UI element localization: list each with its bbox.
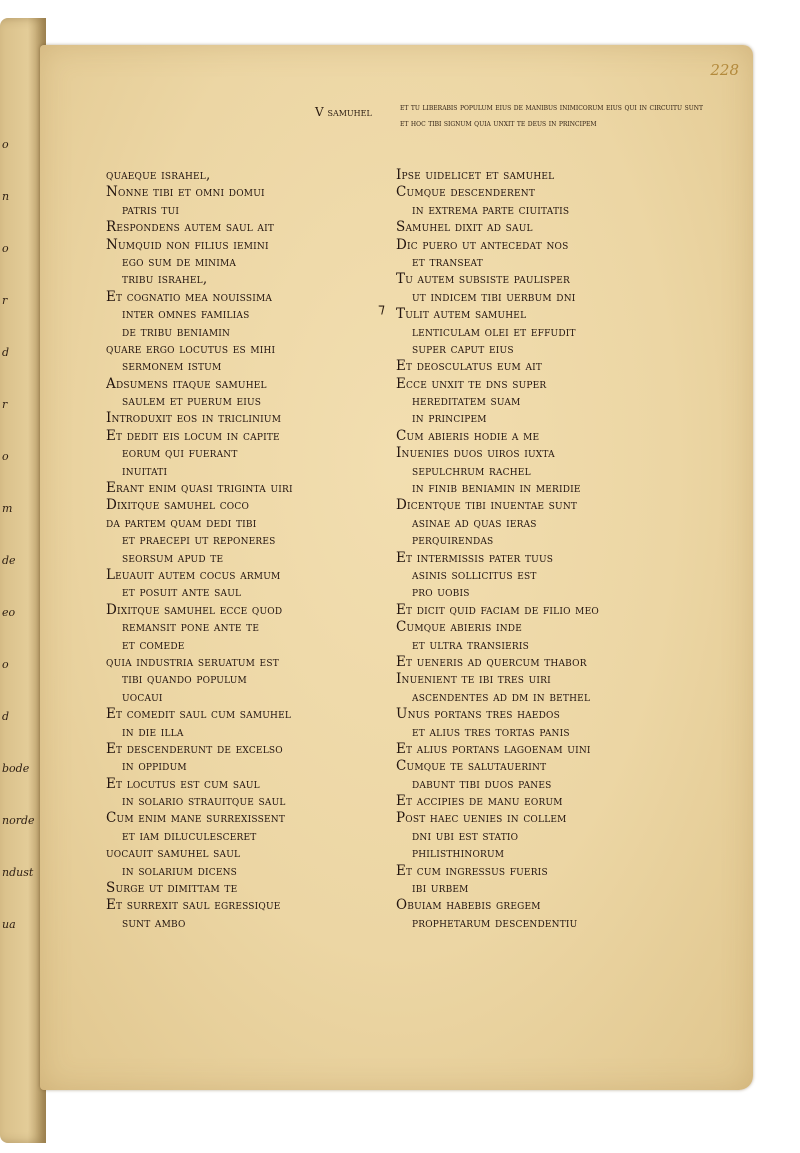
text-line: Et dicit quid faciam de filio meo [396,601,599,618]
facing-page-fragment: o [2,138,9,151]
text-line: Cum enim mane surrexissent [106,810,286,827]
text-line: Et ueneris ad quercum thabor [396,653,587,670]
text-line: de tribu beniamin [122,323,231,340]
text-line: asinis sollicitus est [412,566,537,583]
text-line: lenticulam olei et effudit [412,323,576,340]
text-line: et alius tres tortas panis [412,723,570,740]
text-line: hereditatem suam [412,393,521,410]
facing-page-fragment: de [2,554,16,567]
text-line: Introduxit eos in triclinium [106,410,282,427]
text-line: ascendentes ad dm in bethel [412,688,591,705]
text-line: Et cognatio mea nouissima [106,288,273,305]
text-line: da partem quam dedi tibi [106,514,257,531]
text-line: Dic puero ut antecedat nos [396,236,569,253]
header-gloss-line-1: et tu liberabis populum eius de manibus inimicorum eius qui in circuitu sunt [400,103,704,112]
text-line: in solario strauitque saul [122,793,286,810]
text-line: sepulchrum rachel [412,462,531,479]
header-gloss-line-2: et hoc tibi signum quia unxit te deus in principem [400,119,597,128]
facing-page-fragment: eo [2,606,16,619]
text-line: et posuit ante saul [122,584,242,601]
text-line: inter omnes familias [122,306,250,323]
facing-page-fragment: ndust [2,866,34,879]
text-line: Inuenient te ibi tres uiri [396,671,551,688]
text-line: et comede [122,636,185,653]
text-line: Et deosculatus eum ait [396,358,543,375]
facing-page-fragment: norde [2,814,35,827]
text-line: patris tui [122,201,180,218]
facing-page-fragment: o [2,242,9,255]
marginal-mark: ⁊ [378,301,385,317]
facing-page-fragment: r [2,294,8,307]
text-line: Cumque abieris inde [396,619,522,636]
text-line: Cumque descenderent [396,184,536,201]
text-line: dabunt tibi duos panes [412,775,552,792]
text-line: ibi urbem [412,880,469,897]
folio-number: 228 [710,61,739,79]
text-line: Respondens autem saul ait [106,219,275,236]
text-line: super caput eius [412,340,514,357]
text-line: Post haec uenies in collem [396,810,567,827]
text-line: inuitati [122,462,168,479]
text-line: philisthinorum [412,845,505,862]
text-line: Tu autem subsiste paulisper [396,271,570,288]
text-line: Erant enim quasi triginta uiri [106,480,293,497]
text-line: et iam diluculesceret [122,827,257,844]
text-line: Cum abieris hodie a me [396,427,540,444]
text-line: Et comedit saul cum samuhel [106,706,292,723]
facing-page-fragment: n [2,190,10,203]
text-line: Et dedit eis locum in capite [106,427,280,444]
text-line: prophetarum descendentiu [412,914,578,931]
text-line: tribu israhel, [122,271,208,288]
facing-page-fragment: bode [2,762,30,775]
text-line: in die illa [122,723,184,740]
text-line: Dixitque samuhel coco [106,497,250,514]
text-line: Nonne tibi et omni domui [106,184,265,201]
text-line: Numquid non filius iemini [106,236,269,253]
text-line: Et descenderunt de excelso [106,740,283,757]
facing-page-fragment: d [2,346,10,359]
manuscript-page [40,45,753,1090]
text-line: quia industria seruatum est [106,653,279,670]
text-line: Unus portans tres haedos [396,706,560,723]
facing-page-fragment: m [2,502,13,515]
text-line: Dixitque samuhel ecce quod [106,601,283,618]
text-line: Ipse uidelicet et samuhel [396,167,555,183]
text-line: Samuhel dixit ad saul [396,219,533,236]
facing-page-fragment: o [2,658,9,671]
text-line: et praecepi ut reponeres [122,532,276,549]
text-line: in extrema parte ciuitatis [412,201,570,218]
text-line: sunt ambo [122,914,186,931]
text-line: Tulit autem samuhel [396,306,527,323]
text-line: Et cum ingressus fueris [396,862,548,879]
text-line: ego sum de minima [122,253,237,270]
text-line: in finib beniamin in meridie [412,480,581,497]
text-line: asinae ad quas ieras [412,514,537,531]
text-line: Et alius portans lagoenam uini [396,740,591,757]
text-line: quaeque israhel, [106,167,211,183]
facing-page-fragment: r [2,398,8,411]
text-line: pro uobis [412,584,470,601]
text-line: Leuauit autem cocus armum [106,566,281,583]
text-line: Et locutus est cum saul [106,775,260,792]
facing-page-fragment: ua [2,918,16,931]
text-line: Adsumens itaque samuhel [106,375,267,392]
text-line: Cumque te salutauerint [396,758,547,775]
text-line: in oppidum [122,758,187,775]
text-line: Ecce unxit te dns super [396,375,547,392]
text-line: perquirendas [412,532,494,549]
text-line: Surge ut dimittam te [106,880,238,897]
header-title: V samuhel [315,105,372,119]
text-line: Obuiam habebis gregem [396,897,541,914]
text-line: sermonem istum [122,358,222,375]
text-line: uocaui [122,688,163,705]
text-line: in principem [412,410,487,427]
text-line: Dicentque tibi inuentae sunt [396,497,578,514]
text-line: Et surrexit saul egressique [106,897,281,914]
text-line: Et accipies de manu eorum [396,793,563,810]
text-line: ut indicem tibi uerbum dni [412,288,576,305]
facing-page-fragment: d [2,710,10,723]
text-line: quare ergo locutus es mihi [106,340,276,357]
text-line: et ultra transieris [412,636,530,653]
text-column-left [106,167,406,932]
facing-page-fragment: o [2,450,9,463]
text-line: Et intermissis pater tuus [396,549,554,566]
text-line: saulem et puerum eius [122,393,262,410]
text-line: dni ubi est statio [412,827,519,844]
text-line: eorum qui fuerant [122,445,238,462]
text-line: uocauit samuhel saul [106,845,241,862]
text-line: remansit pone ante te [122,619,260,636]
text-line: et transeat [412,253,483,270]
text-line: Inuenies duos uiros iuxta [396,445,555,462]
text-line: tibi quando populum [122,671,247,688]
text-line: seorsum apud te [122,549,224,566]
text-line: in solarium dicens [122,862,238,879]
text-column-right [378,167,696,932]
